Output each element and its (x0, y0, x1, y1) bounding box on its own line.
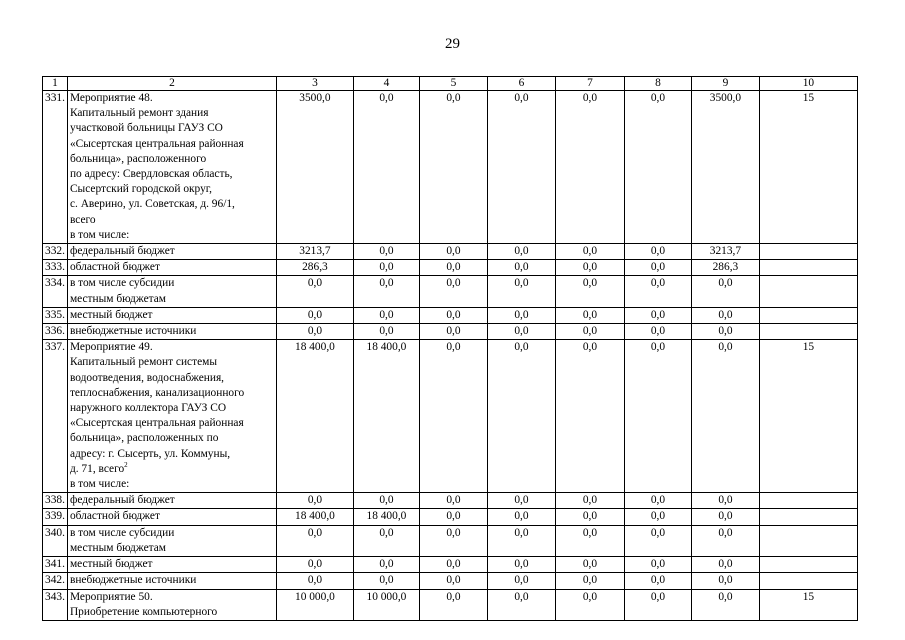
row-name-text: адресу: г. Сысерть, ул. Коммуны, (69, 447, 231, 460)
value-cell: 0,0 (691, 557, 759, 573)
table-row (43, 509, 858, 525)
value-cell: 0,0 (487, 573, 555, 589)
value-cell: 0,0 (555, 91, 624, 244)
value-cell: 0,0 (487, 307, 555, 323)
row-name-text: по адресу: Свердловская область, (69, 168, 233, 181)
value-cell: 0,0 (555, 493, 624, 509)
value-cell: 0,0 (624, 493, 691, 509)
value-cell: 3500,0 (276, 91, 353, 244)
value-cell: 0,0 (487, 340, 555, 493)
value-cell: 0,0 (353, 260, 419, 276)
row-name-line (70, 228, 274, 243)
row-name-line (70, 541, 274, 556)
row-number: 342. (43, 573, 68, 589)
value-cell: 0,0 (624, 340, 691, 493)
row-name-text: областной бюджет (69, 261, 160, 274)
header-cell: 3 (276, 77, 353, 91)
value-cell: 0,0 (419, 276, 487, 307)
table-row (43, 260, 858, 276)
value-cell: 0,0 (555, 340, 624, 493)
value-cell: 0,0 (555, 509, 624, 525)
value-cell: 0,0 (691, 589, 759, 620)
value-cell: 18 400,0 (276, 340, 353, 493)
table-row (43, 244, 858, 260)
row-name-line (70, 340, 274, 355)
row-number: 332. (43, 244, 68, 260)
table-row (43, 557, 858, 573)
row-name-line (70, 462, 274, 477)
value-cell: 0,0 (353, 91, 419, 244)
column-10-cell: 15 (759, 91, 857, 244)
row-name-text: Мероприятие 49. (69, 341, 153, 354)
row-name-text: Капитальный ремонт здания (69, 107, 209, 120)
value-cell: 0,0 (691, 276, 759, 307)
value-cell: 0,0 (624, 525, 691, 556)
value-cell: 0,0 (487, 493, 555, 509)
value-cell: 0,0 (419, 557, 487, 573)
row-name-text: Мероприятие 48. (69, 92, 153, 104)
row-name-text: с. Аверино, ул. Советская, д. 96/1, (69, 198, 235, 211)
value-cell: 0,0 (691, 324, 759, 340)
row-name-line (70, 308, 274, 323)
value-cell: 0,0 (624, 276, 691, 307)
row-name-line (70, 276, 274, 291)
row-name-line (70, 605, 274, 620)
row-name-text: федеральный бюджет (69, 245, 175, 258)
value-cell: 0,0 (353, 276, 419, 307)
row-name-text: участковой больницы ГАУЗ СО (69, 122, 223, 135)
value-cell: 18 400,0 (353, 340, 419, 493)
value-cell: 18 400,0 (276, 509, 353, 525)
value-cell: 0,0 (555, 525, 624, 556)
row-name-text: в том числе субсидии (69, 526, 175, 539)
value-cell: 0,0 (691, 307, 759, 323)
row-number: 343. (43, 589, 68, 620)
row-name-text: больница», расположенного (69, 152, 207, 165)
value-cell: 0,0 (624, 260, 691, 276)
header-cell: 4 (353, 77, 419, 91)
value-cell: 0,0 (353, 525, 419, 556)
column-10-cell (759, 525, 857, 556)
value-cell: 0,0 (419, 340, 487, 493)
row-name-text: Мероприятие 50. (69, 590, 153, 603)
row-name-text: внебюджетные источники (69, 574, 197, 587)
row-name-text: областной бюджет (69, 510, 160, 523)
value-cell: 0,0 (691, 493, 759, 509)
row-number: 340. (43, 525, 68, 556)
table-row (43, 493, 858, 509)
row-name-line (70, 493, 274, 508)
header-cell: 2 (67, 77, 276, 91)
row-name-text: в том числе субсидии (69, 277, 175, 290)
value-cell: 0,0 (555, 244, 624, 260)
page-number: 29 (445, 36, 460, 52)
row-number: 341. (43, 557, 68, 573)
column-10-cell (759, 573, 857, 589)
table-row (43, 589, 858, 620)
row-name-text: «Сысертская центральная районная (69, 137, 244, 150)
value-cell: 0,0 (276, 324, 353, 340)
value-cell: 0,0 (555, 260, 624, 276)
table-row (43, 324, 858, 340)
row-name-line (70, 324, 274, 339)
row-name-text: «Сысертская центральная районная (69, 417, 244, 430)
header-cell: 5 (419, 77, 487, 91)
value-cell: 0,0 (276, 276, 353, 307)
row-name (67, 91, 276, 244)
column-10-cell (759, 260, 857, 276)
value-cell: 0,0 (276, 557, 353, 573)
header-cell: 10 (759, 77, 857, 91)
row-name (67, 589, 276, 620)
value-cell: 0,0 (419, 589, 487, 620)
row-name (67, 244, 276, 260)
row-number: 331. (43, 91, 68, 244)
value-cell: 18 400,0 (353, 509, 419, 525)
row-name (67, 276, 276, 307)
header-cell: 9 (691, 77, 759, 91)
column-10-cell (759, 276, 857, 307)
row-name-line (70, 182, 274, 197)
row-name-line (70, 573, 274, 588)
column-10-cell (759, 324, 857, 340)
row-name (67, 307, 276, 323)
value-cell: 3213,7 (691, 244, 759, 260)
column-10-cell (759, 307, 857, 323)
row-name (67, 557, 276, 573)
value-cell: 0,0 (276, 307, 353, 323)
row-name-line (70, 244, 274, 259)
value-cell: 0,0 (353, 244, 419, 260)
value-cell: 0,0 (487, 509, 555, 525)
table-row (43, 276, 858, 307)
column-10-cell (759, 509, 857, 525)
value-cell: 0,0 (555, 324, 624, 340)
value-cell: 0,0 (353, 573, 419, 589)
column-10-cell: 15 (759, 340, 857, 493)
value-cell: 0,0 (353, 493, 419, 509)
row-name-line (70, 197, 274, 212)
value-cell: 3500,0 (691, 91, 759, 244)
row-name-line (70, 355, 274, 370)
row-name-text: местный бюджет (69, 308, 153, 321)
row-name-line (70, 416, 274, 431)
row-name-text: местным бюджетам (69, 541, 167, 554)
value-cell: 286,3 (691, 260, 759, 276)
table-row (43, 573, 858, 589)
value-cell: 0,0 (624, 589, 691, 620)
row-name-line (70, 152, 274, 167)
header-cell: 8 (624, 77, 691, 91)
value-cell: 0,0 (691, 340, 759, 493)
row-name-line (70, 477, 274, 492)
value-cell: 0,0 (624, 557, 691, 573)
value-cell: 0,0 (624, 244, 691, 260)
row-name (67, 260, 276, 276)
value-cell: 0,0 (276, 573, 353, 589)
row-name-text: местным бюджетам (69, 292, 167, 305)
table-body (43, 91, 858, 621)
row-name-text: в том числе: (69, 478, 130, 491)
value-cell: 0,0 (419, 260, 487, 276)
row-name-line (70, 526, 274, 541)
row-name (67, 324, 276, 340)
value-cell: 0,0 (353, 324, 419, 340)
value-cell: 0,0 (419, 244, 487, 260)
column-10-cell (759, 493, 857, 509)
row-name-line (70, 137, 274, 152)
row-name-line (70, 260, 274, 275)
row-name-line (70, 371, 274, 386)
value-cell: 3213,7 (276, 244, 353, 260)
value-cell: 0,0 (624, 324, 691, 340)
row-name-text: наружного коллектора ГАУЗ СО (69, 402, 227, 415)
row-name-line (70, 106, 274, 121)
row-name-text: водоотведения, водоснабжения, (69, 371, 225, 384)
value-cell: 0,0 (419, 573, 487, 589)
row-name-line (70, 91, 274, 106)
row-name (67, 509, 276, 525)
row-name-line (70, 386, 274, 401)
value-cell: 0,0 (691, 573, 759, 589)
value-cell: 0,0 (419, 493, 487, 509)
value-cell: 0,0 (691, 509, 759, 525)
value-cell: 0,0 (419, 307, 487, 323)
value-cell: 10 000,0 (276, 589, 353, 620)
header-row (43, 77, 858, 91)
row-number: 335. (43, 307, 68, 323)
row-name-line (70, 401, 274, 416)
row-number: 333. (43, 260, 68, 276)
row-name-line (70, 509, 274, 524)
table-row (43, 91, 858, 244)
header-cell: 7 (555, 77, 624, 91)
row-name-text: федеральный бюджет (69, 494, 175, 507)
row-name-text: д. 71, всего (69, 462, 125, 475)
value-cell: 0,0 (624, 509, 691, 525)
value-cell: 10 000,0 (353, 589, 419, 620)
row-name-line (70, 590, 274, 605)
value-cell: 0,0 (487, 91, 555, 244)
value-cell: 0,0 (487, 244, 555, 260)
value-cell: 0,0 (487, 276, 555, 307)
row-name-line (70, 431, 274, 446)
value-cell: 0,0 (555, 557, 624, 573)
header-cell: 6 (487, 77, 555, 91)
header-cell: 1 (43, 77, 68, 91)
value-cell: 0,0 (419, 525, 487, 556)
value-cell: 0,0 (555, 573, 624, 589)
row-name-text: Капитальный ремонт системы (69, 356, 218, 369)
value-cell: 0,0 (353, 307, 419, 323)
budget-table (42, 76, 858, 621)
value-cell: 0,0 (624, 91, 691, 244)
value-cell: 0,0 (487, 324, 555, 340)
value-cell: 0,0 (624, 573, 691, 589)
value-cell: 286,3 (276, 260, 353, 276)
row-number: 336. (43, 324, 68, 340)
value-cell: 0,0 (276, 525, 353, 556)
row-number: 334. (43, 276, 68, 307)
column-10-cell: 15 (759, 589, 857, 620)
row-name (67, 340, 276, 493)
row-name-line (70, 557, 274, 572)
value-cell: 0,0 (555, 276, 624, 307)
row-name-text: всего (69, 213, 96, 226)
row-name-line (70, 167, 274, 182)
value-cell: 0,0 (419, 91, 487, 244)
row-number: 338. (43, 493, 68, 509)
value-cell: 0,0 (555, 589, 624, 620)
row-name-line (70, 447, 274, 462)
value-cell: 0,0 (487, 525, 555, 556)
footnote-mark: 2 (124, 461, 128, 470)
column-10-cell (759, 244, 857, 260)
value-cell: 0,0 (276, 493, 353, 509)
row-name-text: теплоснабжения, канализационного (69, 386, 245, 399)
row-number: 339. (43, 509, 68, 525)
value-cell: 0,0 (691, 525, 759, 556)
row-name-line (70, 121, 274, 136)
row-name-text: внебюджетные источники (69, 325, 197, 338)
value-cell: 0,0 (487, 589, 555, 620)
row-number: 337. (43, 340, 68, 493)
row-name-text: больница», расположенных по (69, 432, 219, 445)
value-cell: 0,0 (419, 509, 487, 525)
value-cell: 0,0 (624, 307, 691, 323)
row-name-text: местный бюджет (69, 558, 153, 571)
row-name (67, 573, 276, 589)
table-row (43, 525, 858, 556)
row-name-text: Сысертский городской округ, (69, 183, 213, 196)
table-row (43, 307, 858, 323)
value-cell: 0,0 (487, 557, 555, 573)
row-name-line (70, 292, 274, 307)
value-cell: 0,0 (419, 324, 487, 340)
column-10-cell (759, 557, 857, 573)
row-name-line (70, 213, 274, 228)
value-cell: 0,0 (353, 557, 419, 573)
value-cell: 0,0 (487, 260, 555, 276)
table-row (43, 340, 858, 493)
row-name (67, 525, 276, 556)
value-cell: 0,0 (555, 307, 624, 323)
row-name (67, 493, 276, 509)
row-name-text: в том числе: (69, 228, 130, 241)
row-name-text: Приобретение компьютерного (69, 605, 218, 618)
